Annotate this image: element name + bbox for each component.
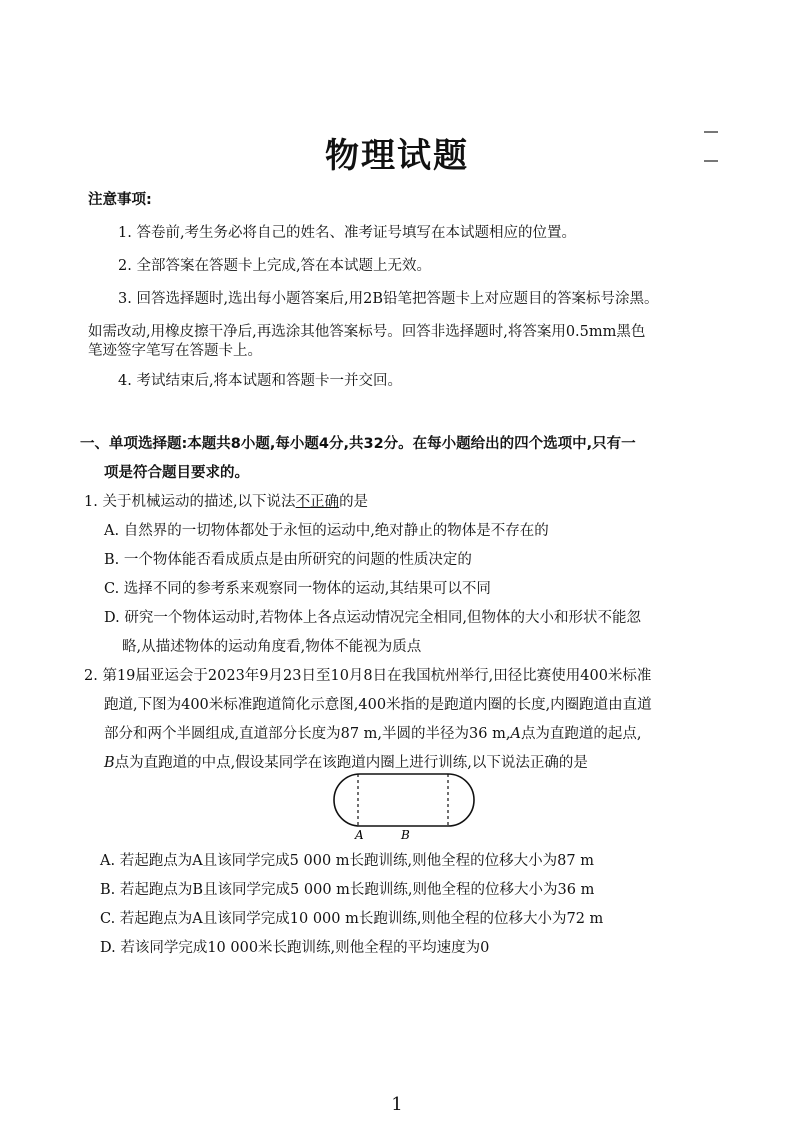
question-1-option-d-cont: 略,从描述物体的运动角度看,物体不能视为质点 — [122, 639, 422, 655]
question-2-option-c: C. 若起跑点为A且该同学完成10 000 m长跑训练,则他全程的位移大小为72 m — [100, 911, 604, 927]
notice-item: 4. 考试结束后,将本试题和答题卡一并交回。 — [118, 373, 403, 389]
question-2-stem: 2. 第19届亚运会于2023年9月23日至10月8日在我国杭州举行,田径比赛使用400米标准 — [84, 668, 652, 684]
question-2-option-b: B. 若起跑点为B且该同学完成5 000 m长跑训练,则他全程的位移大小为36 m — [100, 882, 595, 898]
stem-emphasis: 不正确 — [295, 494, 340, 510]
question-2-option-d: D. 若该同学完成10 000米长跑训练,则他全程的平均速度为0 — [100, 940, 490, 956]
stem-text: 点为直跑道的起点, — [520, 726, 642, 742]
notice-item: 1. 答卷前,考生务必将自己的姓名、准考证号填写在本试题相应的位置。 — [118, 225, 577, 241]
page-number: 1 — [391, 1094, 403, 1115]
page-title: 物理试题 — [325, 136, 469, 176]
track-outline — [334, 774, 474, 826]
notice-item: 如需改动,用橡皮擦干净后,再选涂其他答案标号。回答非选择题时,将答案用0.5mm黑色 — [88, 324, 646, 340]
section-heading: 项是符合题目要求的。 — [104, 465, 249, 481]
section-heading: 一、单项选择题:本题共8小题,每小题4分,共32分。在每小题给出的四个选项中,只有一 — [80, 436, 636, 452]
notice-heading: 注意事项: — [88, 192, 152, 208]
question-1-option-d: D. 研究一个物体运动时,若物体上各点运动情况完全相同,但物体的大小和形状不能忽 — [104, 610, 642, 626]
notice-item: 3. 回答选择题时,选出每小题答案后,用2B铅笔把答题卡上对应题目的答案标号涂黑。 — [118, 291, 659, 307]
question-1-option-b: B. 一个物体能否看成质点是由所研究的问题的性质决定的 — [104, 552, 472, 568]
track-diagram — [332, 770, 478, 842]
question-1-option-c: C. 选择不同的参考系来观察同一物体的运动,其结果可以不同 — [104, 581, 491, 597]
label-b: B — [401, 828, 410, 842]
notice-item: 2. 全部答案在答题卡上完成,答在本试题上无效。 — [118, 258, 432, 274]
stem-text: 的是 — [339, 494, 369, 510]
point-label: B — [104, 755, 115, 771]
stem-text: 1. 关于机械运动的描述,以下说法 — [84, 494, 296, 510]
label-a: A — [355, 828, 364, 842]
question-2-stem — [104, 724, 642, 744]
point-label: A — [510, 726, 521, 742]
notice-item: 笔迹签字笔写在答题卡上。 — [88, 343, 262, 359]
question-1-stem — [84, 492, 368, 512]
question-2-stem: 跑道,下图为400米标准跑道简化示意图,400米指的是跑道内圈的长度,内圈跑道由直道 — [104, 697, 652, 713]
question-1-option-a: A. 自然界的一切物体都处于永恒的运动中,绝对静止的物体是不存在的 — [104, 523, 549, 539]
stem-text: 点为直跑道的中点,假设某同学在该跑道内圈上进行训练,以下说法正确的是 — [114, 755, 588, 771]
question-2-option-a: A. 若起跑点为A且该同学完成5 000 m长跑训练,则他全程的位移大小为87 m — [100, 853, 594, 869]
stem-text: 部分和两个半圆组成,直道部分长度为87 m,半圆的半径为36 m, — [104, 726, 511, 742]
